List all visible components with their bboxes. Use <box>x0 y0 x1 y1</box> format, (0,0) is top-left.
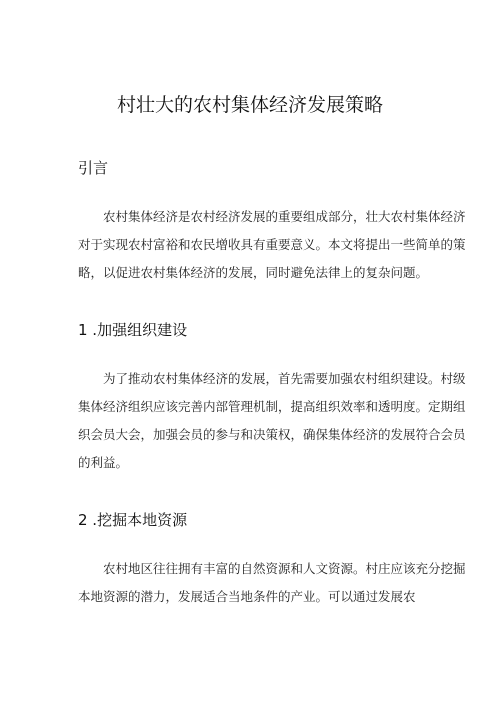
paragraph-line: 对于实现农村富裕和农民增收具有重要意义。本文将提出一些简单的策 <box>78 237 466 252</box>
paragraph-line: 略，以促进农村集体经济的发展，同时避免法律上的复杂问题。 <box>78 265 429 280</box>
paragraph-line: 织会员大会，加强会员的参与和决策权，确保集体经济的发展符合会员 <box>78 427 466 442</box>
paragraph-line: 农村集体经济是农村经济发展的重要组成部分，壮大农村集体经济 <box>103 209 466 224</box>
paragraph-line: 集体经济组织应该完善内部管理机制，提高组织效率和透明度。定期组 <box>78 399 466 414</box>
section-heading-2: 2 .挖掘本地资源 <box>78 511 188 529</box>
section-heading-intro: 引言 <box>78 159 109 177</box>
section-paragraph-intro <box>78 203 466 287</box>
paragraph-line: 的利益。 <box>78 455 129 470</box>
section-heading-1: 1 .加强组织建设 <box>78 321 188 339</box>
section-paragraph-2 <box>78 555 466 611</box>
document-title: 村壮大的农村集体经济发展策略 <box>116 94 383 116</box>
paragraph-line: 为了推动农村集体经济的发展，首先需要加强农村组织建设。村级 <box>103 371 466 386</box>
paragraph-line: 本地资源的潜力，发展适合当地条件的产业。可以通过发展农 <box>78 589 416 604</box>
paragraph-line: 农村地区往往拥有丰富的自然资源和人文资源。村庄应该充分挖掘 <box>103 561 466 576</box>
section-paragraph-1 <box>78 365 466 477</box>
